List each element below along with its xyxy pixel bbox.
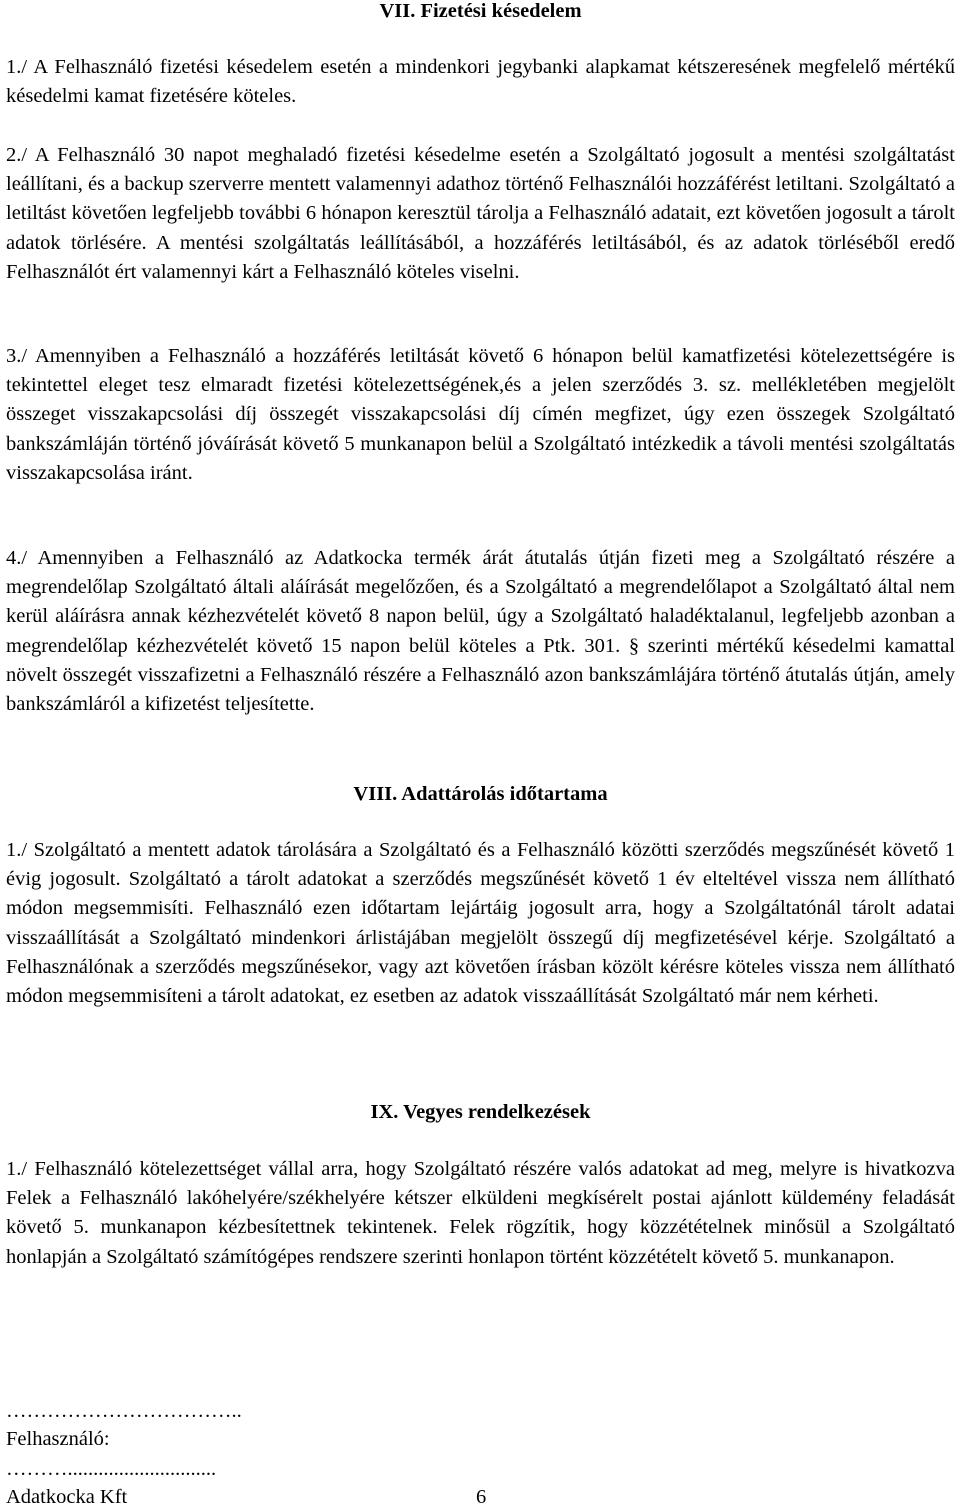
paragraph-viii-1: 1./ Szolgáltató a mentett adatok tárolására a Szolgáltató és a Felhasználó közötti szerződés megszűnését követő 1 évig jogosult. Szolgáltató a tárolt adatokat a szerződés megszűnését követő 1 év elteltével vissza nem állítható módon megsemmisíti. Felhasználó ezen időtartam lejártáig jogosult arra, hogy a Szolgáltatónál tárolt adatai visszaállítását a Szolgáltató mindenkori árlistájában megjelölt összegű díj megfizetésével kérje. Szolgáltató a Felhasználónak a szerződés megszűnésekor, vagy azt követően írásban közölt kérésre köteles vissza nem állítható módon megsemmisíteni a tárolt adatokat, ez esetben az adatok visszaállítását Szolgáltató már nem kérheti. <box>6 839 955 1008</box>
footer-company-name: Adatkocka Kft <box>6 1486 128 1508</box>
signature-label-user: Felhasználó: <box>6 1428 110 1450</box>
paragraph-vii-2: 2./ A Felhasználó 30 napot meghaladó fizetési késedelme esetén a Szolgáltató jogosult a mentési szolgáltatást leállítani, és a backup szerverre mentett valamennyi adathoz történő Felhasználói hozzáférést letiltani. Szolgáltató a letiltást követően legfeljebb további 6 hónapon keresztül tárolja a Felhasználó adatait, ezt követően jogosult a tárolt adatok törlésére. A mentési szolgáltatás leállításából, a hozzáférés letiltásából, és az adatok törléséből eredő Felhasználót ért valamennyi kárt a Felhasználó köteles viselni. <box>6 144 955 283</box>
signature-line-provider: ………............................. <box>6 1458 217 1480</box>
paragraph-ix-1: 1./ Felhasználó kötelezettséget vállal arra, hogy Szolgáltató részére valós adatokat ad meg, melyre is hivatkozva Felek a Felhasználó lakóhelyére/székhelyére kétszer elküldeni megkísérelt postai ajánlott küldemény feladását követő 5. munkanapon kézbesítettnek tekintenek. Felek rögzítik, hogy közzétételnek minősül a Szolgáltató honlapján a Szolgáltató számítógépes rendszere szerinti honlapon történt közzétételt követő 5. munkanapon. <box>6 1158 955 1268</box>
page-number: 6 <box>476 1486 487 1508</box>
paragraph-vii-3: 3./ Amennyiben a Felhasználó a hozzáférés letiltását követő 6 hónapon belül kamatfizetési kötelezettségére is tekintettel eleget tesz elmaradt fizetési kötelezettségének,és a jelen szerződés 3. sz. mellékletében megjelölt összeget visszakapcsolási díj összegét visszakapcsolási díj címén megfizet, úgy ezen összegek Szolgáltató bankszámláján történő jóváírását követő 5 munkanapon belül a Szolgáltató intézkedik a távoli mentési szolgáltatás visszakapcsolása iránt. <box>6 345 955 484</box>
signature-line-user: …………………………….. <box>6 1400 242 1422</box>
section-heading-ix: IX. Vegyes rendelkezések <box>370 1101 591 1123</box>
section-heading-viii: VIII. Adattárolás időtartama <box>353 783 608 805</box>
section-heading-vii: VII. Fizetési késedelem <box>379 0 582 22</box>
paragraph-vii-1: 1./ A Felhasználó fizetési késedelem esetén a mindenkori jegybanki alapkamat kétszeresének megfelelő mértékű késedelmi kamat fizetésére köteles. <box>6 56 955 108</box>
paragraph-vii-4: 4./ Amennyiben a Felhasználó az Adatkocka termék árát átutalás útján fizeti meg a Szolgáltató részére a megrendelőlap Szolgáltató általi aláírását megelőzően, és a Szolgáltató a megrendelőlapot a Szolgáltató által nem kerül aláírásra annak kézhezvételét követő 8 napon belül, úgy a Szolgáltató haladéktalanul, legfeljebb azonban a megrendelőlap kézhezvételét követő 15 napon belül köteles a Ptk. 301. § szerinti mértékű késedelmi kamattal növelt összegét visszafizetni a Felhasználó részére a Felhasználó azon bankszámlájára történő átutalás útján, amely bankszámláról a kifizetést teljesítette. <box>6 547 955 716</box>
